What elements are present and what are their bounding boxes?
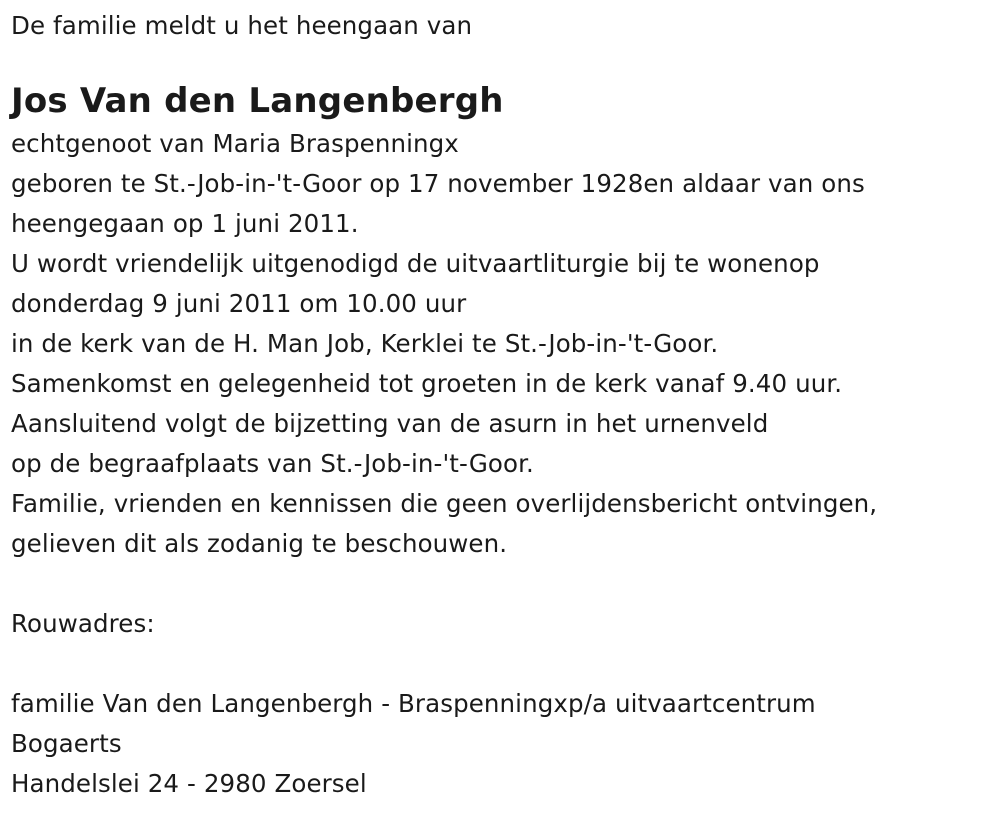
body-line-interment: Aansluitend volgt de bijzetting van de asurn in het urnenveld (11, 409, 769, 438)
address-line-street: Handelslei 24 - 2980 Zoersel (11, 769, 367, 798)
deceased-name: Jos Van den Langenbergh (11, 81, 504, 121)
address-line-family: familie Van den Langenbergh - Braspenningxp/a uitvaartcentrum (11, 689, 816, 718)
body-line-cemetery: op de begraafplaats van St.-Job-in-'t-Goor. (11, 449, 534, 478)
address-label: Rouwadres: (11, 609, 155, 638)
body-line-church: in de kerk van de H. Man Job, Kerklei te St.-Job-in-'t-Goor. (11, 329, 719, 358)
address-line-funeral-home: Bogaerts (11, 729, 122, 758)
spacer (11, 644, 991, 684)
body-line-invitation: U wordt vriendelijk uitgenodigd de uitvaartliturgie bij te wonenop (11, 249, 820, 278)
body-line-date: donderdag 9 juni 2011 om 10.00 uur (11, 289, 467, 318)
mourning-address (11, 684, 991, 804)
spacer (11, 564, 991, 604)
body-line-gathering: Samenkomst en gelegenheid tot groeten in de kerk vanaf 9.40 uur. (11, 369, 843, 398)
notice-body (11, 124, 991, 564)
body-line-spouse: echtgenoot van Maria Braspenningx (11, 129, 459, 158)
body-line-notice: Familie, vrienden en kennissen die geen overlijdensbericht ontvingen, (11, 489, 878, 518)
body-line-death: heengegaan op 1 juni 2011. (11, 209, 359, 238)
body-line-consider: gelieven dit als zodanig te beschouwen. (11, 529, 508, 558)
body-line-birth: geboren te St.-Job-in-'t-Goor op 17 november 1928en aldaar van ons (11, 169, 865, 198)
death-notice (11, 8, 991, 804)
intro-text: De familie meldt u het heengaan van (11, 11, 473, 40)
